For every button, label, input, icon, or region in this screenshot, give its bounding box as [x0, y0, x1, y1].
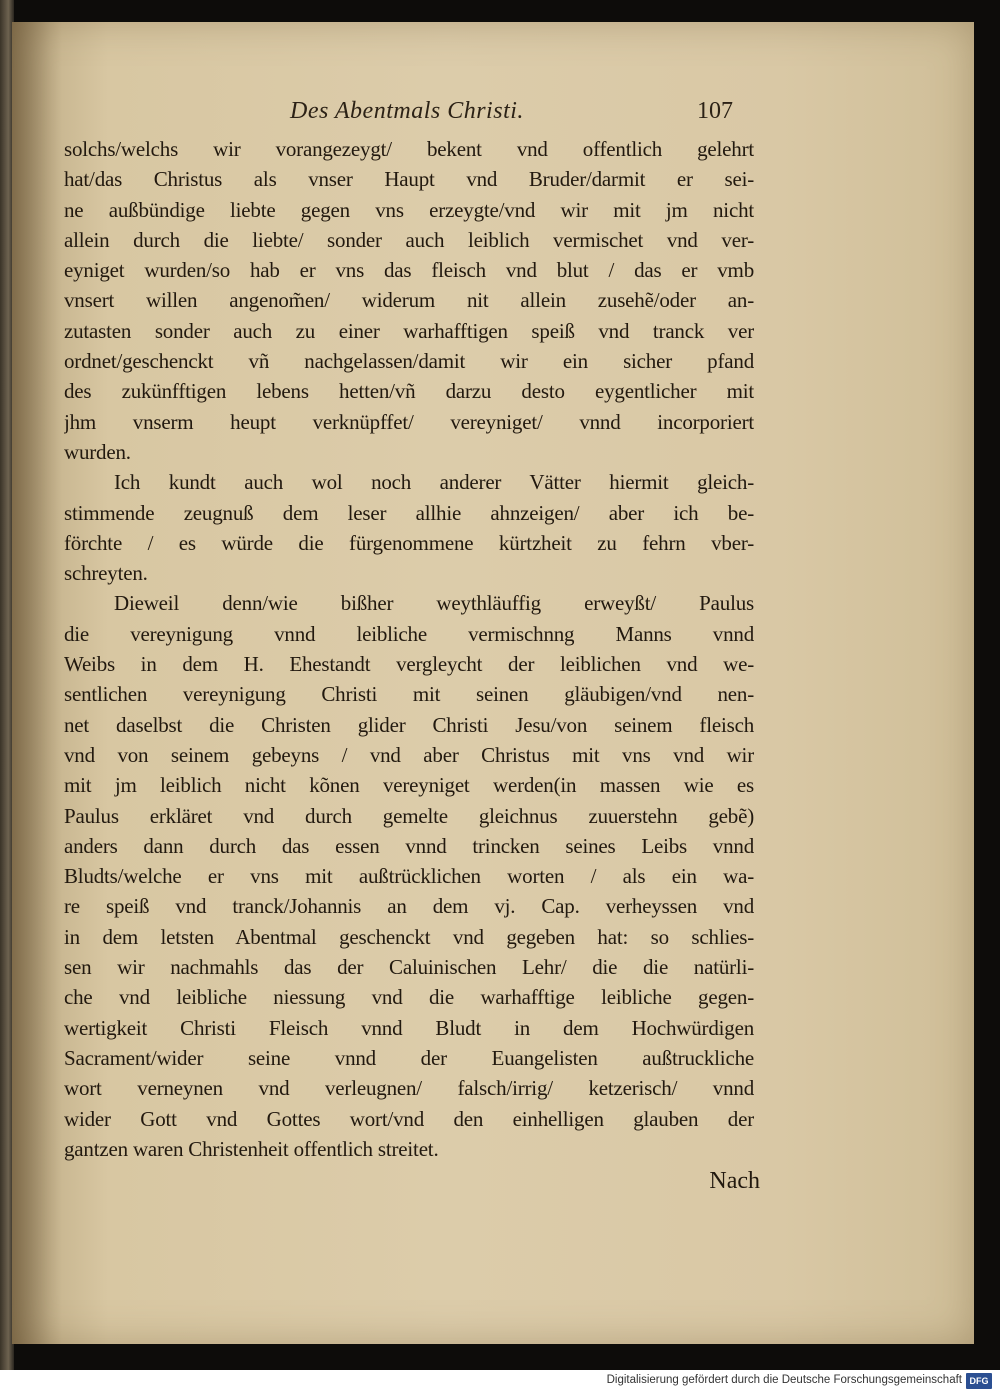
text-line: gantzen waren Christenheit offentlich streitet.	[64, 1136, 439, 1161]
text-line: des zukünfftigen lebens hetten/vñ darzu desto eygentlicher mit	[64, 379, 754, 404]
body-text	[64, 134, 754, 1164]
footer-bar	[0, 1370, 1000, 1393]
text-line: Dieweil denn/wie bißher weythläuffig erweyßt/ Paulus	[114, 591, 754, 616]
text-line: ordnet/geschenckt vñ nachgelassen/damit wir ein sicher pfand	[64, 349, 754, 374]
text-line: die vereynigung vnnd leibliche vermischnng Manns vnnd	[64, 621, 754, 646]
text-line: eyniget wurden/so hab er vns das fleisch vnd blut / das er vmb	[64, 258, 754, 283]
text-line: förchte / es würde die fürgenommene kürtzheit zu fehrn vber-	[64, 530, 754, 555]
text-line: wurden.	[64, 439, 131, 464]
page-number: 107	[697, 98, 733, 124]
text-line: anders dann durch das essen vnnd trincken seines Leibs vnnd	[64, 833, 754, 858]
funding-notice: Digitalisierung gefördert durch die Deutsche Forschungsgemeinschaft	[606, 1374, 962, 1386]
text-line: Sacrament/wider seine vnnd der Euangelisten außtruckliche	[64, 1045, 754, 1070]
text-line: net daselbst die Christen glider Christi Jesu/von seinem fleisch	[64, 712, 754, 737]
text-line: mit jm leiblich nicht kõnen vereyniget werden(in massen wie es	[64, 773, 754, 798]
text-line: solchs/welchs wir vorangezeygt/ bekent vnd offentlich gelehrt	[64, 137, 754, 161]
running-head: Des Abentmals Christi.	[290, 98, 524, 124]
text-line: che vnd leibliche niessung vnd die warhafftige leibliche gegen-	[64, 985, 754, 1010]
text-line: sentlichen vereynigung Christi mit seinen gläubigen/vnd nen-	[64, 682, 754, 707]
text-line: re speiß vnd tranck/Johannis an dem vj. Cap. verheyssen vnd	[64, 894, 754, 919]
text-line: wider Gott vnd Gottes wort/vnd den einhelligen glauben der	[64, 1106, 754, 1131]
text-line: vnsert willen angenom̃en/ widerum nit allein zusehẽ/oder an-	[64, 288, 754, 313]
text-line: Weibs in dem H. Ehestandt vergleycht der leiblichen vnd we-	[64, 652, 754, 677]
text-line: Paulus erkläret vnd durch gemelte gleichnus zuuerstehn gebẽ)	[64, 803, 754, 828]
text-line: Ich kundt auch wol noch anderer Vätter hiermit gleich-	[114, 470, 754, 495]
text-line: Bludts/welche er vns mit außtrücklichen worten / als ein wa-	[64, 864, 754, 889]
text-line: hat/das Christus als vnser Haupt vnd Bruder/darmit er sei-	[64, 167, 754, 192]
text-line: zutasten sonder auch zu einer warhafftigen speiß vnd tranck ver	[64, 318, 754, 343]
text-line: schreyten.	[64, 561, 148, 586]
text-line: allein durch die liebte/ sonder auch leiblich vermischet vnd ver-	[64, 227, 754, 252]
text-line: vnd von seinem gebeyns / vnd aber Christus mit vns vnd wir	[64, 742, 754, 767]
text-line: stimmende zeugnuß dem leser allhie ahnzeigen/ aber ich be-	[64, 500, 754, 525]
text-line: wort verneynen vnd verleugnen/ falsch/irrig/ ketzerisch/ vnnd	[64, 1076, 754, 1101]
text-line: jhm vnserm heupt verknüpffet/ vereyniget/ vnnd incorporiert	[64, 409, 754, 434]
text-line: sen wir nachmahls das der Caluinischen Lehr/ die die natürli-	[64, 955, 754, 980]
text-line: ne außbündige liebte gegen vns erzeygte/vnd wir mit jm nicht	[64, 197, 754, 222]
catchword: Nach	[709, 1168, 760, 1194]
text-line: wertigkeit Christi Fleisch vnnd Bludt in dem Hochwürdigen	[64, 1015, 754, 1040]
gutter-shadow	[12, 22, 62, 1344]
dfg-logo-icon: DFG	[966, 1373, 992, 1389]
text-line: in dem letsten Abentmal geschenckt vnd gegeben hat: so schlies-	[64, 924, 754, 949]
